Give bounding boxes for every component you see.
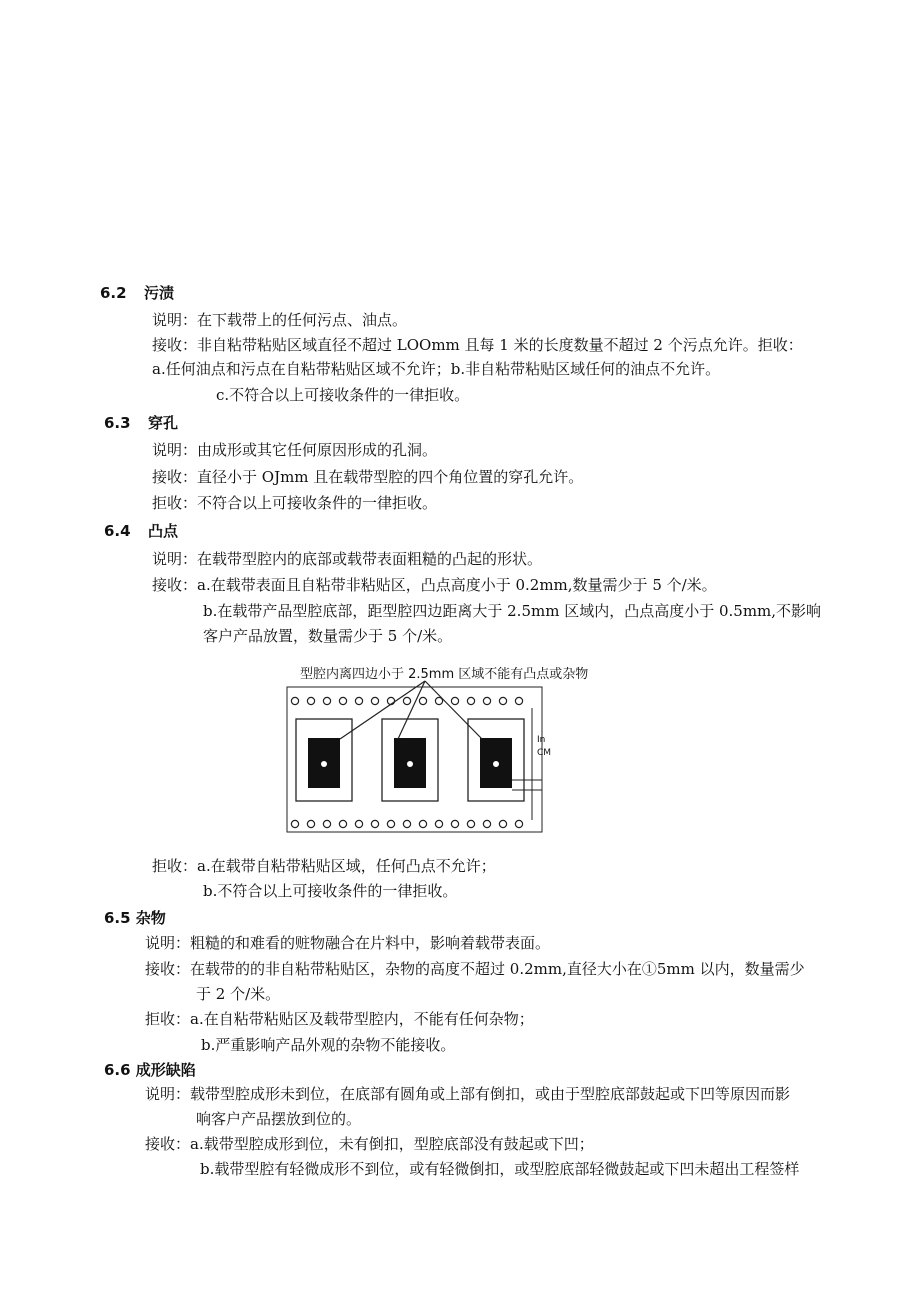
paragraph-line: 拒收：不符合以上可接收条件的一律拒收。 bbox=[152, 494, 438, 512]
paragraph-line: 响客户产品摆放到位的。 bbox=[196, 1110, 362, 1128]
paragraph-line: 接收：非自粘带粘贴区域直径不超过 LOOmm 且每 1 米的长度数量不超过 2 个污点允许。拒收： bbox=[152, 336, 803, 354]
section-title: 污渍 bbox=[144, 284, 175, 302]
paragraph-line: 接收：a.载带型腔成形到位，未有倒扣，型腔底部没有鼓起或下凹； bbox=[145, 1135, 594, 1153]
paragraph-line: 拒收：a.在载带自粘带粘贴区域，任何凸点不允许； bbox=[152, 857, 496, 875]
pocket-2 bbox=[382, 719, 438, 801]
paragraph-line: 于 2 个/米。 bbox=[196, 985, 281, 1003]
paragraph-line: c.不符合以上可接收条件的一律拒收。 bbox=[216, 386, 470, 404]
paragraph-line: 接收：在载带的的非自粘带粘贴区，杂物的高度不超过 0.2mm,直径大小在①5mm 以内，数量需少 bbox=[145, 960, 805, 978]
figure-label-in: In bbox=[537, 735, 546, 745]
paragraph-line: 接收：a.在载带表面且自粘带非粘贴区，凸点高度小于 0.2mm,数量需少于 5 个/米。 bbox=[152, 576, 717, 594]
figure-caption: 型腔内离四边小于 2.5mm 区域不能有凸点或杂物 bbox=[300, 667, 589, 682]
section-title: 穿孔 bbox=[148, 414, 179, 432]
section-6-5-heading: 6.5 杂物 bbox=[104, 909, 166, 927]
section-number: 6.4 bbox=[104, 522, 131, 540]
section-6-6-heading: 6.6 成形缺陷 bbox=[104, 1061, 196, 1079]
paragraph-line: b.严重影响产品外观的杂物不能接收。 bbox=[201, 1036, 456, 1054]
paragraph-line: 说明：由成形或其它任何原因形成的孔洞。 bbox=[152, 441, 438, 459]
pocket-3 bbox=[468, 719, 524, 801]
paragraph-line: b.不符合以上可接收条件的一律拒收。 bbox=[203, 882, 458, 900]
paragraph-line: 客户产品放置，数量需少于 5 个/米。 bbox=[203, 627, 453, 645]
paragraph-line: 说明：在下载带上的任何污点、油点。 bbox=[152, 311, 408, 329]
section-number: 6.2 bbox=[100, 284, 127, 302]
paragraph-line: 说明：载带型腔成形未到位，在底部有圆角或上部有倒扣，或由于型腔底部鼓起或下凹等原因而影 bbox=[145, 1085, 791, 1103]
pocket-1 bbox=[296, 719, 352, 801]
figure-label-cm: CM bbox=[537, 748, 552, 758]
section-number: 6.3 bbox=[104, 414, 131, 432]
section-6-4-heading bbox=[104, 521, 178, 541]
section-title: 凸点 bbox=[148, 522, 179, 540]
paragraph-line: 拒收：a.在自粘带粘贴区及载带型腔内，不能有任何杂物； bbox=[145, 1010, 534, 1028]
paragraph-line: b.在载带产品型腔底部，距型腔四边距离大于 2.5mm 区域内，凸点高度小于 0.5mm,不影响 bbox=[203, 602, 822, 620]
paragraph-line: 说明：在载带型腔内的底部或载带表面粗糙的凸起的形状。 bbox=[152, 550, 543, 568]
paragraph-line: b.载带型腔有轻微成形不到位，或有轻微倒扣，或型腔底部轻微鼓起或下凹未超出工程签样 bbox=[200, 1160, 800, 1178]
paragraph-line: 说明：粗糙的和难看的赃物融合在片料中，影响着载带表面。 bbox=[145, 934, 551, 952]
carrier-tape-diagram bbox=[280, 680, 560, 840]
section-6-2-heading bbox=[100, 283, 174, 303]
paragraph-line: 接收：直径小于 OJmm 且在载带型腔的四个角位置的穿孔允许。 bbox=[152, 468, 584, 486]
section-6-3-heading bbox=[104, 413, 178, 433]
paragraph-line: a.任何油点和污点在自粘带粘贴区域不允许；b.非自粘带粘贴区域任何的油点不允许。 bbox=[152, 360, 721, 378]
